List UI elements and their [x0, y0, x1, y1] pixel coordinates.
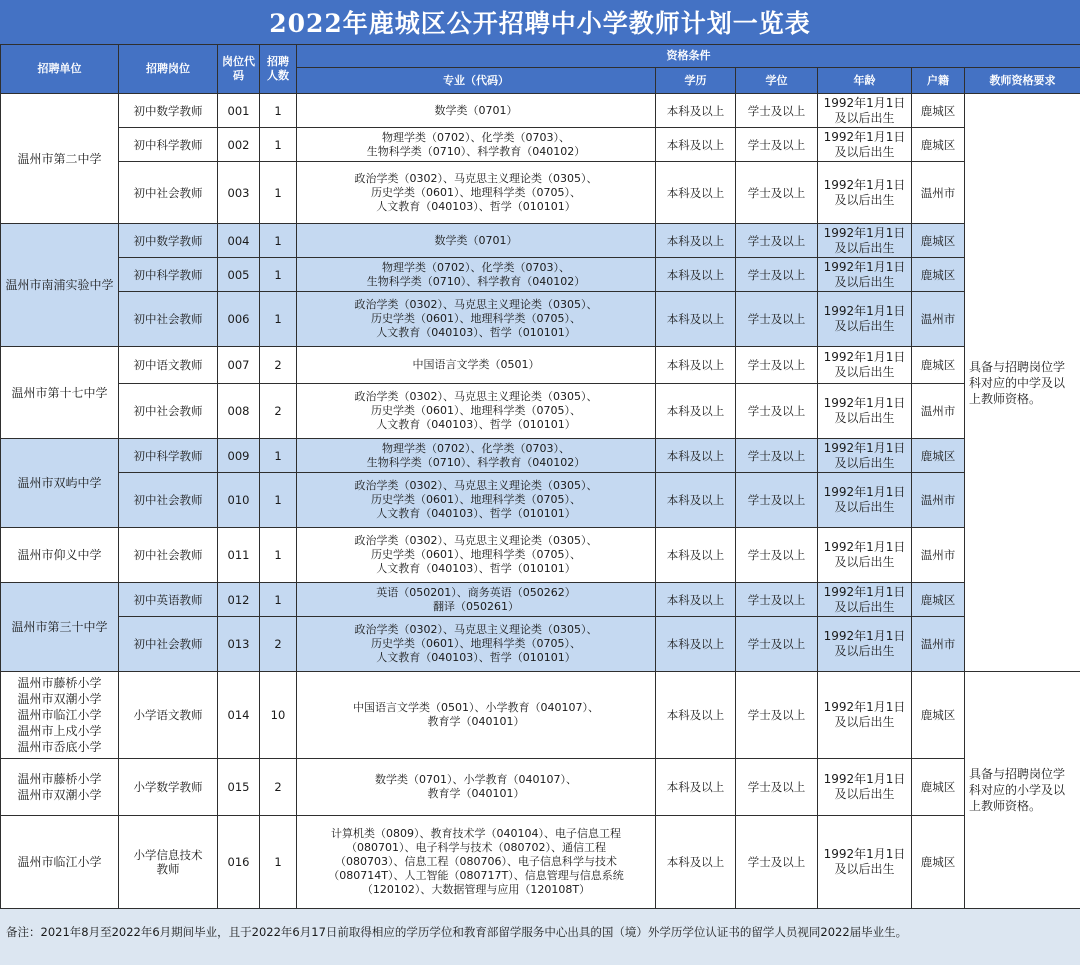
- age-cell: 1992年1月1日 及以后出生: [818, 258, 912, 292]
- education-cell: 本科及以上: [656, 292, 736, 347]
- hukou-cell: 鹿城区: [912, 94, 965, 128]
- table-row: [1, 672, 1080, 759]
- degree-cell: 学士及以上: [736, 759, 818, 816]
- post-cell: 初中语文教师: [119, 347, 218, 384]
- education-cell: 本科及以上: [656, 128, 736, 162]
- count-cell: 2: [260, 347, 297, 384]
- major-cell: 政治学类（0302）、马克思主义理论类（0305）、 历史学类（0601）、地理科学类（0705）、 人文教育（040103）、哲学（010101）: [297, 473, 656, 528]
- code-cell: 012: [218, 583, 260, 617]
- post-cell: 小学语文教师: [119, 672, 218, 759]
- degree-cell: 学士及以上: [736, 347, 818, 384]
- count-cell: 10: [260, 672, 297, 759]
- count-cell: 1: [260, 816, 297, 909]
- education-cell: 本科及以上: [656, 347, 736, 384]
- count-cell: 2: [260, 759, 297, 816]
- age-cell: 1992年1月1日 及以后出生: [818, 759, 912, 816]
- hukou-cell: 鹿城区: [912, 759, 965, 816]
- page-title: 2022年鹿城区公开招聘中小学教师计划一览表: [0, 0, 1080, 44]
- education-cell: 本科及以上: [656, 528, 736, 583]
- education-cell: 本科及以上: [656, 583, 736, 617]
- education-cell: 本科及以上: [656, 672, 736, 759]
- code-cell: 005: [218, 258, 260, 292]
- header-degree: 学位: [736, 68, 818, 94]
- hukou-cell: 温州市: [912, 292, 965, 347]
- degree-cell: 学士及以上: [736, 128, 818, 162]
- header-cert: 教师资格要求: [965, 68, 1080, 94]
- hukou-cell: 温州市: [912, 384, 965, 439]
- cert-cell: 具备与招聘岗位学科对应的中学及以上教师资格。: [965, 94, 1080, 672]
- code-cell: 001: [218, 94, 260, 128]
- hukou-cell: 温州市: [912, 162, 965, 224]
- code-cell: 015: [218, 759, 260, 816]
- degree-cell: 学士及以上: [736, 384, 818, 439]
- post-cell: 初中英语教师: [119, 583, 218, 617]
- code-cell: 013: [218, 617, 260, 672]
- age-cell: 1992年1月1日 及以后出生: [818, 583, 912, 617]
- major-cell: 英语（050201）、商务英语（050262） 翻译（050261）: [297, 583, 656, 617]
- count-cell: 2: [260, 384, 297, 439]
- count-cell: 1: [260, 224, 297, 258]
- degree-cell: 学士及以上: [736, 94, 818, 128]
- code-cell: 011: [218, 528, 260, 583]
- header-age: 年龄: [818, 68, 912, 94]
- table-row: [1, 128, 1080, 162]
- table-row: [1, 224, 1080, 258]
- age-cell: 1992年1月1日 及以后出生: [818, 672, 912, 759]
- degree-cell: 学士及以上: [736, 672, 818, 759]
- count-cell: 1: [260, 128, 297, 162]
- code-cell: 008: [218, 384, 260, 439]
- table-row: [1, 439, 1080, 473]
- degree-cell: 学士及以上: [736, 224, 818, 258]
- degree-cell: 学士及以上: [736, 617, 818, 672]
- hukou-cell: 鹿城区: [912, 347, 965, 384]
- post-cell: 初中科学教师: [119, 128, 218, 162]
- count-cell: 1: [260, 439, 297, 473]
- table-row: [1, 347, 1080, 384]
- unit-cell: 温州市第三十中学: [1, 583, 119, 672]
- post-cell: 初中社会教师: [119, 617, 218, 672]
- post-cell: 初中数学教师: [119, 94, 218, 128]
- table-row: [1, 816, 1080, 909]
- hukou-cell: 温州市: [912, 528, 965, 583]
- education-cell: 本科及以上: [656, 816, 736, 909]
- table-row: [1, 528, 1080, 583]
- code-cell: 002: [218, 128, 260, 162]
- cert-cell: 具备与招聘岗位学科对应的小学及以上教师资格。: [965, 672, 1080, 909]
- education-cell: 本科及以上: [656, 617, 736, 672]
- education-cell: 本科及以上: [656, 258, 736, 292]
- table-row: [1, 583, 1080, 617]
- table-row: [1, 94, 1080, 128]
- education-cell: 本科及以上: [656, 224, 736, 258]
- count-cell: 1: [260, 528, 297, 583]
- hukou-cell: 鹿城区: [912, 816, 965, 909]
- code-cell: 007: [218, 347, 260, 384]
- degree-cell: 学士及以上: [736, 439, 818, 473]
- age-cell: 1992年1月1日 及以后出生: [818, 528, 912, 583]
- header-unit: 招聘单位: [1, 45, 119, 94]
- post-cell: 初中科学教师: [119, 439, 218, 473]
- header-post: 招聘岗位: [119, 45, 218, 94]
- hukou-cell: 鹿城区: [912, 439, 965, 473]
- post-cell: 小学数学教师: [119, 759, 218, 816]
- post-cell: 初中数学教师: [119, 224, 218, 258]
- unit-cell: 温州市南浦实验中学: [1, 224, 119, 347]
- education-cell: 本科及以上: [656, 473, 736, 528]
- age-cell: 1992年1月1日 及以后出生: [818, 617, 912, 672]
- code-cell: 004: [218, 224, 260, 258]
- age-cell: 1992年1月1日 及以后出生: [818, 292, 912, 347]
- hukou-cell: 鹿城区: [912, 672, 965, 759]
- table-row: [1, 473, 1080, 528]
- table-row: [1, 292, 1080, 347]
- post-cell: 初中社会教师: [119, 473, 218, 528]
- education-cell: 本科及以上: [656, 759, 736, 816]
- unit-cell: 温州市临江小学: [1, 816, 119, 909]
- education-cell: 本科及以上: [656, 94, 736, 128]
- degree-cell: 学士及以上: [736, 816, 818, 909]
- major-cell: 计算机类（0809）、教育技术学（040104）、电子信息工程 （080701）、电子科学与技术（080702）、通信工程 （080703）、信息工程（080706）、电子信息科学与技术 （080714T）、人工智能（080717T）、信息管理与信息系统 （120102）、大数据管理与应用（120108T）: [297, 816, 656, 909]
- count-cell: 2: [260, 617, 297, 672]
- age-cell: 1992年1月1日 及以后出生: [818, 162, 912, 224]
- age-cell: 1992年1月1日 及以后出生: [818, 473, 912, 528]
- unit-cell: 温州市藤桥小学 温州市双潮小学: [1, 759, 119, 816]
- major-cell: 数学类（0701）、小学教育（040107）、 教育学（040101）: [297, 759, 656, 816]
- header-hukou: 户籍: [912, 68, 965, 94]
- education-cell: 本科及以上: [656, 439, 736, 473]
- hukou-cell: 鹿城区: [912, 583, 965, 617]
- major-cell: 物理学类（0702）、化学类（0703）、 生物科学类（0710）、科学教育（040102）: [297, 128, 656, 162]
- table-row: [1, 258, 1080, 292]
- count-cell: 1: [260, 162, 297, 224]
- major-cell: 数学类（0701）: [297, 94, 656, 128]
- header-count: 招聘人数: [260, 45, 297, 94]
- hukou-cell: 鹿城区: [912, 128, 965, 162]
- hukou-cell: 鹿城区: [912, 224, 965, 258]
- unit-cell: 温州市藤桥小学 温州市双潮小学 温州市临江小学 温州市上戍小学 温州市岙底小学: [1, 672, 119, 759]
- header-major: 专业（代码）: [297, 68, 656, 94]
- code-cell: 006: [218, 292, 260, 347]
- unit-cell: 温州市第十七中学: [1, 347, 119, 439]
- count-cell: 1: [260, 94, 297, 128]
- major-cell: 政治学类（0302）、马克思主义理论类（0305）、 历史学类（0601）、地理科学类（0705）、 人文教育（040103）、哲学（010101）: [297, 617, 656, 672]
- hukou-cell: 温州市: [912, 617, 965, 672]
- code-cell: 010: [218, 473, 260, 528]
- code-cell: 009: [218, 439, 260, 473]
- count-cell: 1: [260, 583, 297, 617]
- table-row: [1, 617, 1080, 672]
- code-cell: 003: [218, 162, 260, 224]
- header-education: 学历: [656, 68, 736, 94]
- table-row: [1, 162, 1080, 224]
- code-cell: 014: [218, 672, 260, 759]
- major-cell: 政治学类（0302）、马克思主义理论类（0305）、 历史学类（0601）、地理科学类（0705）、 人文教育（040103）、哲学（010101）: [297, 528, 656, 583]
- header-code: 岗位代码: [218, 45, 260, 94]
- degree-cell: 学士及以上: [736, 473, 818, 528]
- degree-cell: 学士及以上: [736, 528, 818, 583]
- major-cell: 政治学类（0302）、马克思主义理论类（0305）、 历史学类（0601）、地理科学类（0705）、 人文教育（040103）、哲学（010101）: [297, 162, 656, 224]
- hukou-cell: 鹿城区: [912, 258, 965, 292]
- footnote: 备注：2021年8月至2022年6月期间毕业，且于2022年6月17日前取得相应的学历学位和教育部留学服务中心出具的国（境）外学历学位认证书的留学人员视同2022届毕业生。: [0, 909, 1080, 955]
- major-cell: 物理学类（0702）、化学类（0703）、 生物科学类（0710）、科学教育（040102）: [297, 439, 656, 473]
- major-cell: 政治学类（0302）、马克思主义理论类（0305）、 历史学类（0601）、地理科学类（0705）、 人文教育（040103）、哲学（010101）: [297, 292, 656, 347]
- post-cell: 初中社会教师: [119, 162, 218, 224]
- education-cell: 本科及以上: [656, 384, 736, 439]
- age-cell: 1992年1月1日 及以后出生: [818, 439, 912, 473]
- hukou-cell: 温州市: [912, 473, 965, 528]
- unit-cell: 温州市第二中学: [1, 94, 119, 224]
- count-cell: 1: [260, 473, 297, 528]
- post-cell: 初中社会教师: [119, 384, 218, 439]
- post-cell: 小学信息技术 教师: [119, 816, 218, 909]
- count-cell: 1: [260, 292, 297, 347]
- post-cell: 初中社会教师: [119, 292, 218, 347]
- age-cell: 1992年1月1日 及以后出生: [818, 816, 912, 909]
- post-cell: 初中科学教师: [119, 258, 218, 292]
- degree-cell: 学士及以上: [736, 258, 818, 292]
- education-cell: 本科及以上: [656, 162, 736, 224]
- count-cell: 1: [260, 258, 297, 292]
- major-cell: 政治学类（0302）、马克思主义理论类（0305）、 历史学类（0601）、地理科学类（0705）、 人文教育（040103）、哲学（010101）: [297, 384, 656, 439]
- degree-cell: 学士及以上: [736, 292, 818, 347]
- post-cell: 初中社会教师: [119, 528, 218, 583]
- recruitment-table: [0, 44, 1080, 909]
- unit-cell: 温州市仰义中学: [1, 528, 119, 583]
- age-cell: 1992年1月1日 及以后出生: [818, 384, 912, 439]
- degree-cell: 学士及以上: [736, 583, 818, 617]
- table-row: [1, 759, 1080, 816]
- header-qualifications: 资格条件: [297, 45, 1080, 68]
- unit-cell: 温州市双屿中学: [1, 439, 119, 528]
- age-cell: 1992年1月1日 及以后出生: [818, 128, 912, 162]
- age-cell: 1992年1月1日 及以后出生: [818, 94, 912, 128]
- major-cell: 数学类（0701）: [297, 224, 656, 258]
- degree-cell: 学士及以上: [736, 162, 818, 224]
- major-cell: 物理学类（0702）、化学类（0703）、 生物科学类（0710）、科学教育（040102）: [297, 258, 656, 292]
- code-cell: 016: [218, 816, 260, 909]
- age-cell: 1992年1月1日 及以后出生: [818, 347, 912, 384]
- major-cell: 中国语言文学类（0501）、小学教育（040107）、 教育学（040101）: [297, 672, 656, 759]
- table-row: [1, 384, 1080, 439]
- major-cell: 中国语言文学类（0501）: [297, 347, 656, 384]
- age-cell: 1992年1月1日 及以后出生: [818, 224, 912, 258]
